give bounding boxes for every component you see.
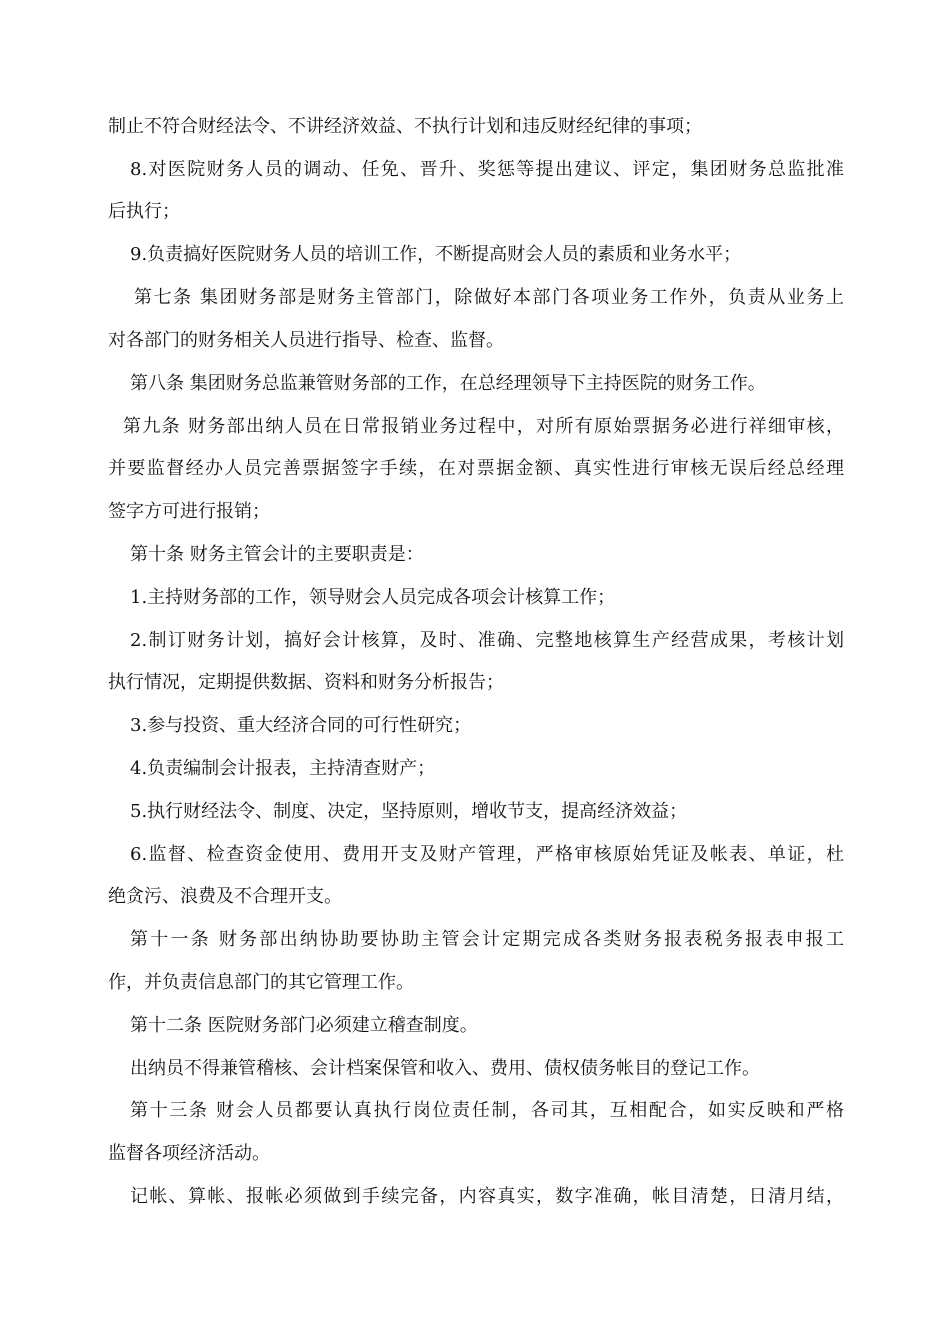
paragraph-line: 出纳员不得兼管稽核、会计档案保管和收入、费用、债权债务帐目的登记工作。 <box>130 1058 760 1079</box>
paragraph-line: 第九条 财务部出纳人员在日常报销业务过程中，对所有原始票据务必进行祥细审核， <box>123 416 844 437</box>
paragraph-line: 第十一条 财务部出纳协助要协助主管会计定期完成各类财务报表税务报表申报工 <box>130 929 844 950</box>
paragraph-line: 1.主持财务部的工作，领导财会人员完成各项会计核算工作； <box>130 587 616 608</box>
paragraph-line: 3.参与投资、重大经济合同的可行性研究； <box>130 715 472 736</box>
paragraph-line: 签字方可进行报销； <box>108 501 270 522</box>
paragraph-line: 执行情况，定期提供数据、资料和财务分析报告； <box>108 672 504 693</box>
paragraph-line: 监督各项经济活动。 <box>108 1143 270 1164</box>
paragraph-line: 第七条 集团财务部是财务主管部门，除做好本部门各项业务工作外，负责从业务上 <box>134 287 844 308</box>
paragraph-line: 记帐、算帐、报帐必须做到手续完备，内容真实，数字准确，帐目清楚，日清月结， <box>130 1186 844 1207</box>
paragraph-line: 第十二条 医院财务部门必须建立稽查制度。 <box>130 1015 478 1036</box>
paragraph-line: 绝贪污、浪费及不合理开支。 <box>108 886 342 907</box>
paragraph-line: 4.负责编制会计报表，主持清查财产； <box>130 758 436 779</box>
paragraph-line: 对各部门的财务相关人员进行指导、检查、监督。 <box>108 330 504 351</box>
paragraph-line: 9.负责搞好医院财务人员的培训工作，不断提高财会人员的素质和业务水平； <box>130 244 742 265</box>
paragraph-line: 并要监督经办人员完善票据签字手续，在对票据金额、真实性进行审核无误后经总经理 <box>108 458 844 479</box>
paragraph-line: 2.制订财务计划，搞好会计核算，及时、准确、完整地核算生产经营成果，考核计划 <box>130 630 844 651</box>
paragraph-line: 后执行； <box>108 201 180 222</box>
paragraph-line: 制止不符合财经法令、不讲经济效益、不执行计划和违反财经纪律的事项； <box>108 116 702 137</box>
paragraph-line: 6.监督、检查资金使用、费用开支及财产管理，严格审核原始凭证及帐表、单证，杜 <box>130 844 844 865</box>
paragraph-line: 第十条 财务主管会计的主要职责是： <box>130 544 424 565</box>
paragraph-line: 5.执行财经法令、制度、决定，坚持原则，增收节支，提高经济效益； <box>130 801 688 822</box>
paragraph-line: 8.对医院财务人员的调动、任免、晋升、奖惩等提出建议、评定，集团财务总监批准 <box>130 159 844 180</box>
paragraph-line: 第十三条 财会人员都要认真执行岗位责任制，各司其，互相配合，如实反映和严格 <box>130 1100 844 1121</box>
paragraph-line: 第八条 集团财务总监兼管财务部的工作，在总经理领导下主持医院的财务工作。 <box>130 373 766 394</box>
paragraph-line: 作，并负责信息部门的其它管理工作。 <box>108 972 414 993</box>
